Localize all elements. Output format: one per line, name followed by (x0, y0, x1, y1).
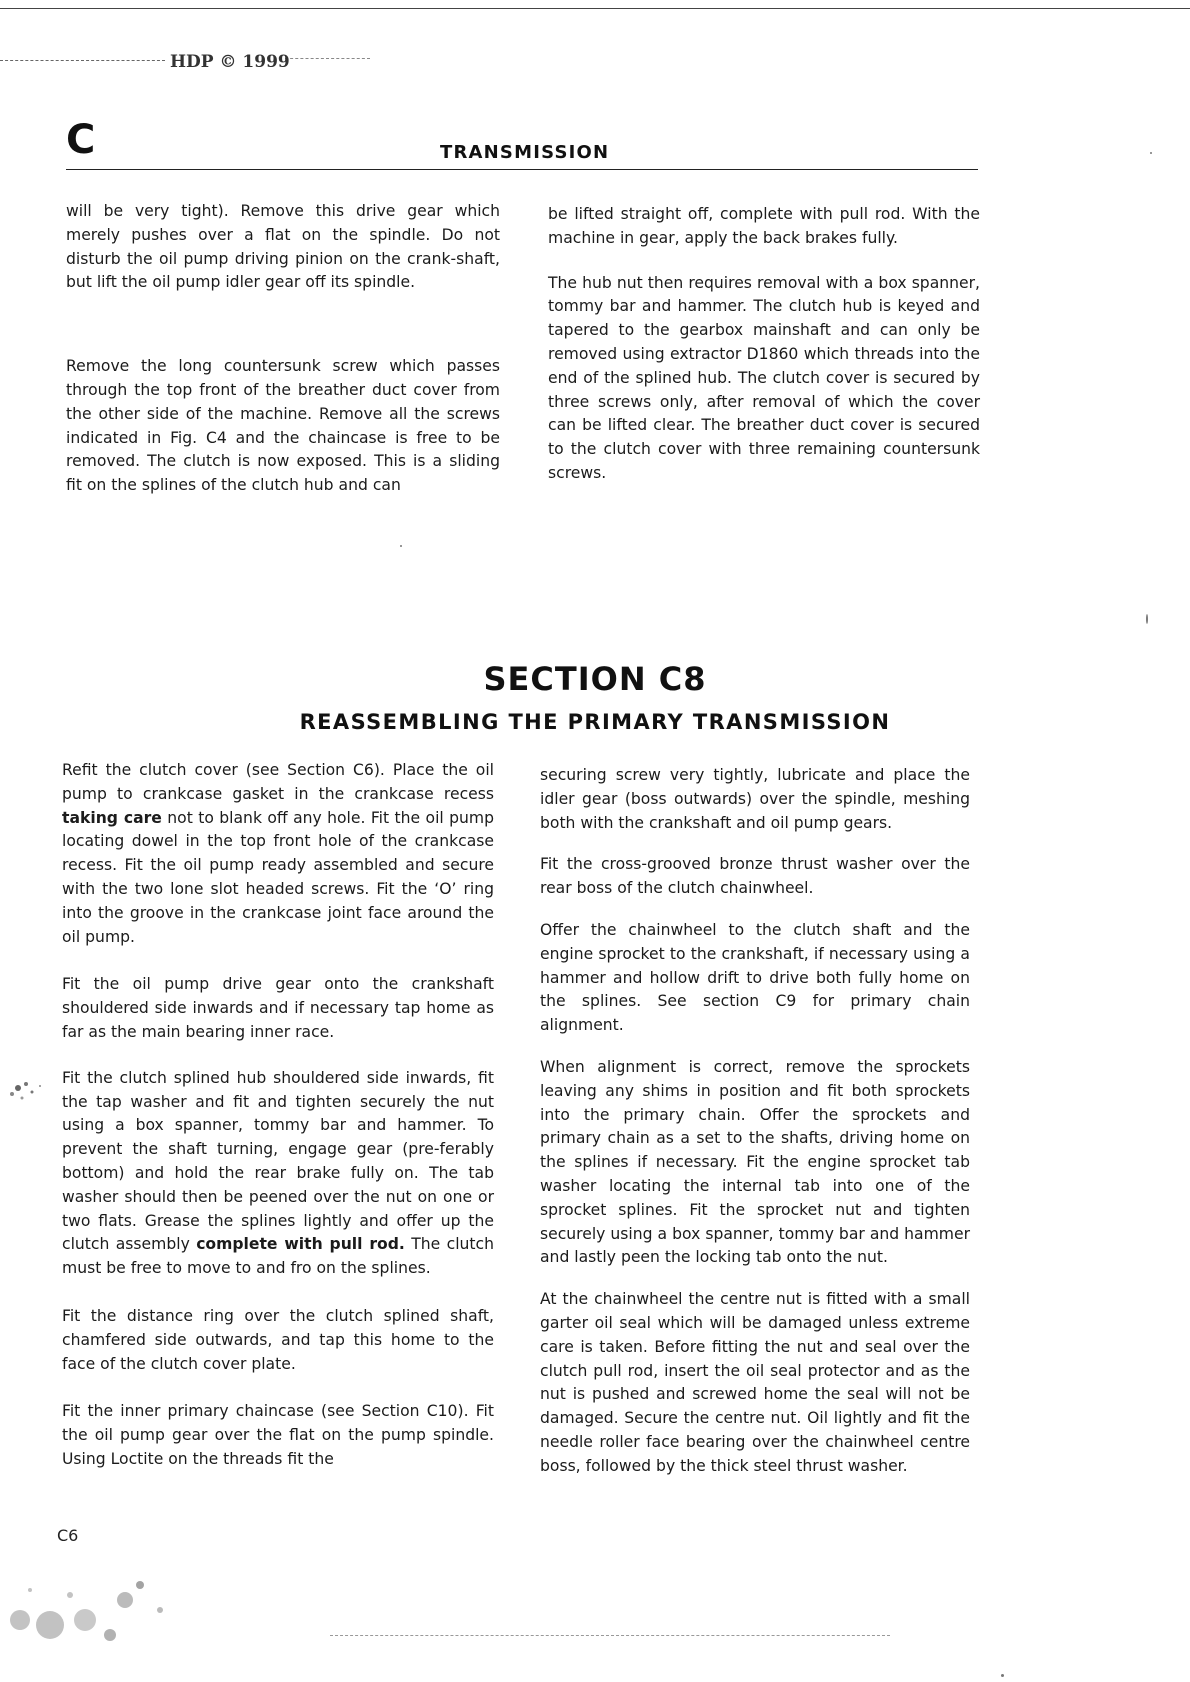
paragraph: At the chainwheel the centre nut is fitted with a small garter oil seal which will be damaged unless extreme care is taken. Before fitting the nut and seal over the clutch pull rod, insert the oil seal protector and as the nut is pushed and screwed home the seal will not be damaged. Secure the centre nut. Oil lightly and fit the needle roller face bearing over the chainwheel centre boss, followed by the thick steel thrust washer. (540, 1290, 970, 1475)
header-divider (66, 169, 978, 170)
paragraph: Fit the inner primary chaincase (see Section C10). Fit the oil pump gear over the flat on the pump spindle. Using Loctite on the threads fit the (62, 1402, 494, 1468)
section-subtitle: REASSEMBLING THE PRIMARY TRANSMISSION (299, 710, 891, 734)
scan-smudge (0, 1540, 190, 1650)
paragraph: Offer the chainwheel to the clutch shaft and the engine sprocket to the crankshaft, if necessary using a hammer and hollow drift to drive both fully home on the splines. See section C9 for primary chain alignment. (540, 920, 970, 1035)
section-title: SECTION C8 (483, 660, 707, 698)
bottom-scan-line (330, 1635, 890, 1636)
top-border-rule (0, 8, 1190, 9)
paragraph: The hub nut then requires removal with a box spanner, tommy bar and hammer. The clutch hub is keyed and tapered to the gearbox mainshaft and can only be removed using extractor D1860 which threads into the end of the splined hub. The clutch cover is secured by three screws only, after removal of which the cover can be lifted clear. The breather duct cover is secured to the clutch cover with three remaining countersunk screws. (548, 273, 980, 482)
emphasis-text: complete with pull rod. (196, 1235, 405, 1254)
section-right-column (540, 764, 970, 1479)
paragraph: When alignment is correct, remove the sprockets leaving any shims in position and fit both sprockets into the primary chain. Offer the sprockets and primary chain as a set to the shafts, driving home on the splines if necessary. Fit the engine sprocket tab washer locating the internal tab into one of the sprocket splines. Fit the sprocket nut and tighten securely using a box spanner, tommy bar and hammer and lastly peen the locking tab onto the nut. (540, 1057, 970, 1267)
scan-speck (1001, 1674, 1004, 1677)
paragraph: securing screw very tightly, lubricate and place the idler gear (boss outwards) over the spindle, meshing both with the crankshaft and oil pump gears. (540, 766, 970, 832)
copyright-trailer-line (285, 58, 370, 59)
paragraph: be lifted straight off, complete with pull rod. With the machine in gear, apply the back brakes fully. (548, 205, 980, 247)
paragraph: Fit the distance ring over the clutch splined shaft, chamfered side outwards, and tap this home to the face of the clutch cover plate. (62, 1306, 494, 1373)
scan-speck (1150, 152, 1152, 154)
paragraph: will be very tight). Remove this drive gear which merely pushes over a flat on the spindle. Do not disturb the oil pump driving pinion on the crank-shaft, but lift the oil pump idler gear off its spindle. (66, 202, 500, 292)
paragraph: Fit the clutch splined hub shouldered side inwards, fit the tap washer and fit and tighten securely the nut using a box spanner, tommy bar and hammer. To prevent the shaft turning, engage gear (pre-ferably bottom) and hold the rear brake fully on. The tab washer should then be peened over the nut on one or two flats. Grease the splines lightly and offer up the clutch assembly complete with pull rod. The clutch must be free to move to and fro on the splines. (62, 1068, 494, 1278)
top-left-column (66, 200, 500, 498)
page-number: C6 (57, 1526, 79, 1545)
top-right-column (548, 203, 980, 486)
paragraph: Fit the cross-grooved bronze thrust washer over the rear boss of the clutch chainwheel. (540, 855, 970, 898)
chapter-letter: C (66, 117, 96, 163)
paragraph: Fit the oil pump drive gear onto the crankshaft shouldered side inwards and if necessary tap home as far as the main bearing inner race. (62, 975, 494, 1041)
emphasis-text: taking care (62, 808, 162, 827)
section-left-column (62, 759, 494, 1472)
copyright-leader-line (0, 60, 165, 61)
scan-speck (400, 545, 402, 547)
copyright-notice: HDP © 1999 (170, 52, 290, 72)
paragraph: Remove the long countersunk screw which passes through the top front of the breather duct cover from the other side of the machine. Remove all the screws indicated in Fig. C4 and the chaincase is free to be removed. The clutch is now exposed. This is a sliding fit on the splines of the clutch hub and can (66, 357, 500, 495)
scan-smudge (0, 1070, 60, 1110)
page-running-title: TRANSMISSION (440, 142, 610, 163)
scan-speck (1146, 614, 1148, 624)
paragraph: Refit the clutch cover (see Section C6). Place the oil pump to crankcase gasket in the crankcase recess taking care not to blank off any hole. Fit the oil pump locating dowel in the top front hole of the crankcase recess. Fit the oil pump ready assembled and secure with the two lone slot headed screws. Fit the ‘O’ ring into the groove in the crankcase joint face around the oil pump. (62, 761, 495, 946)
